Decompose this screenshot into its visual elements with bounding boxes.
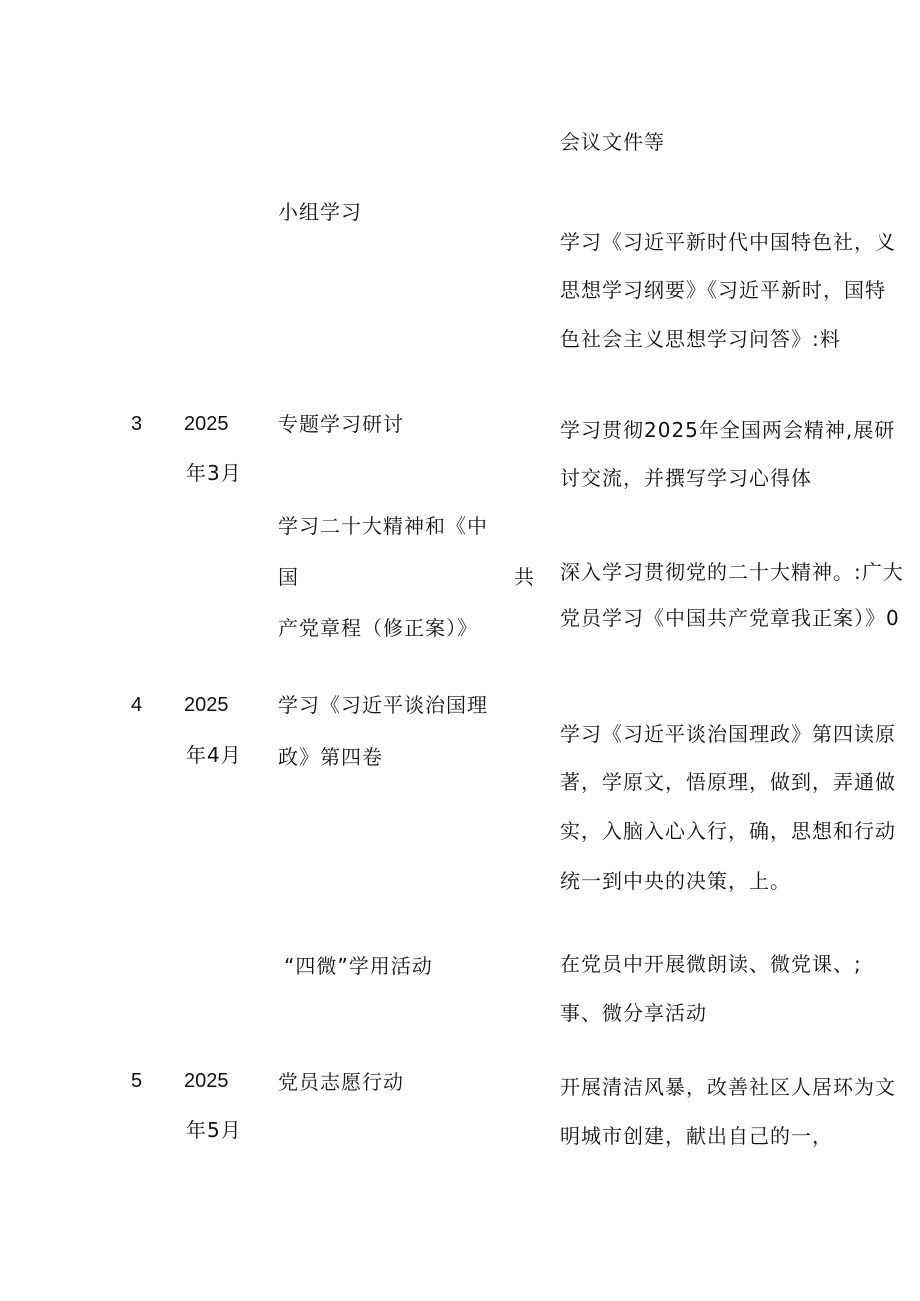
activity-label: 党员志愿行动 <box>278 1070 404 1094</box>
row-year: 2025 <box>184 413 229 435</box>
content-line: 党员学习《中国共产党章我正案）》0 <box>560 606 900 630</box>
content-line: 统一到中央的决策，上。 <box>560 869 791 893</box>
content-line: 实，入脑入心入行，确，思想和行动 <box>560 819 896 843</box>
row-index: 3 <box>131 413 143 435</box>
activity-label: 学习《习近平谈治国理 <box>278 693 488 717</box>
content-line: 讨交流，并撰写学习心得体 <box>560 466 812 490</box>
activity-label: 国 <box>278 565 299 589</box>
content-line: 事、微分享活动 <box>560 1001 707 1025</box>
activity-label: 小组学习 <box>278 200 362 224</box>
row-index: 5 <box>131 1070 143 1092</box>
activity-label: 共 <box>514 565 535 589</box>
content-line: 著，学原文，悟原理，做到，弄通做 <box>560 770 896 794</box>
row-month: 年5月 <box>186 1118 242 1142</box>
activity-label: “四微”学用活动 <box>284 954 433 978</box>
content-line: 学习贯彻2025年全国两会精神,展研 <box>560 418 896 442</box>
content-line: 会议文件等 <box>560 130 665 154</box>
activity-label: 专题学习研讨 <box>278 412 404 436</box>
content-line: 在党员中开展微朗读、微党课、; <box>560 952 862 976</box>
row-year: 2025 <box>184 694 229 716</box>
content-line: 开展清洁风暴，改善社区人居环为文 <box>560 1075 896 1099</box>
content-line: 深入学习贯彻党的二十大精神。:广大 <box>560 560 904 584</box>
activity-label: 政》第四卷 <box>278 745 383 769</box>
content-line: 明城市创建，献出自己的一， <box>560 1124 833 1148</box>
content-line: 学习《习近平新时代中国特色社，义 <box>560 230 896 254</box>
content-line: 思想学习纲要》《习近平新时，国特 <box>560 278 886 302</box>
activity-label: 学习二十大精神和《中 <box>278 514 488 538</box>
content-line: 学习《习近平谈治国理政》第四读原 <box>560 722 896 746</box>
activity-label: 产党章程（修正案）》 <box>278 616 478 640</box>
row-month: 年3月 <box>186 461 242 485</box>
content-line: 色社会主义思想学习问答》:料 <box>560 327 841 351</box>
row-index: 4 <box>131 694 143 716</box>
row-month: 年4月 <box>186 743 242 767</box>
row-year: 2025 <box>184 1070 229 1092</box>
